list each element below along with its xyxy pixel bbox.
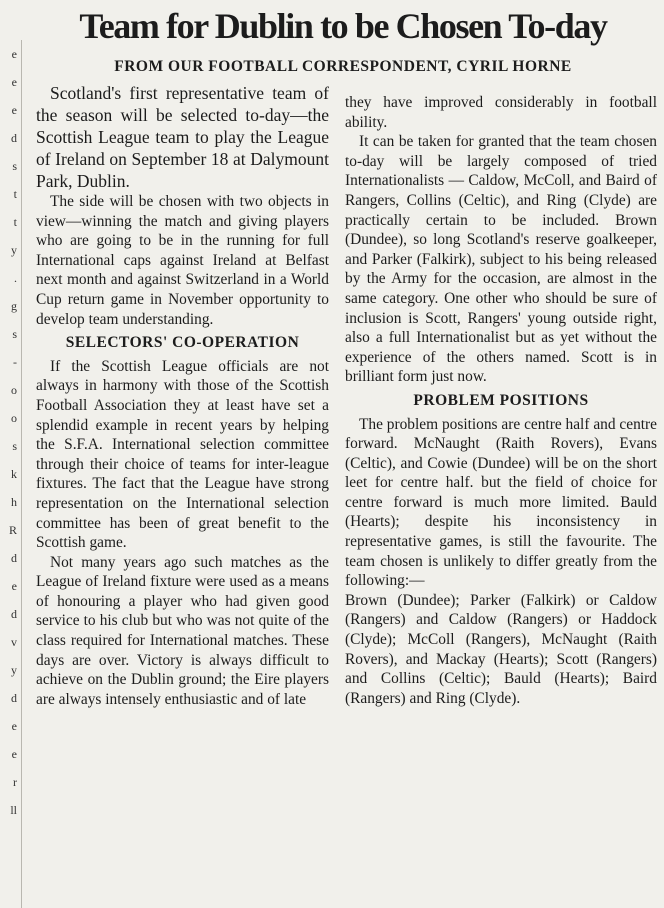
edge-fragment: d (11, 691, 17, 705)
edge-fragment: e (11, 75, 17, 89)
edge-fragment: y (11, 243, 17, 257)
edge-fragment: t (13, 187, 17, 201)
edge-fragment: t (13, 215, 17, 229)
paragraph: If the Scottish League officials are not always in harmony with those of the Scottish Football Association they at least have set a splendid example in recent years by helping the S.F.A. International selection committee through their choice of teams for inter-league fixtures. The fact that the League have strong representation on the International selection committee has been of great benefit to the Scottish game. (36, 357, 329, 552)
team-list-text: Brown (Dundee); Parker (Falkirk) or Caldow (Rangers) and Caldow (Rangers) or Haddock (Clyde); McColl (Rangers), McNaught (Raith Rovers), and Mackay (Hearts); Scott (Rangers) and Collins (Celtic); Bauld (Hearts); Baird (Rangers) and Ring (Clyde). (345, 591, 657, 707)
edge-fragment: g (11, 299, 17, 313)
paragraph: Not many years ago such matches as the League of Ireland fixture were used as a means of honouring a player who had given good service to his club but who was not quite of the class required for International matches. These days are over. Victory is always difficult to achieve on the Dublin ground; the Eire players are always intensely enthusiastic and of late (36, 553, 329, 708)
edge-fragment: d (11, 607, 17, 621)
edge-fragment: R (8, 523, 17, 537)
edge-fragment: y (11, 663, 17, 677)
adjacent-column-fragments (0, 40, 22, 908)
edge-fragment: ll (10, 803, 17, 817)
subheading: PROBLEM POSITIONS (413, 391, 589, 409)
edge-fragment: h (11, 495, 17, 509)
paragraph: The side will be chosen with two objects in view—winning the match and giving players who are going to be in the running for full International caps against Ireland at Belfast next month and against Switzerland in a World Cup return game in November opportunity to develop team understanding. (36, 193, 329, 328)
edge-fragment: e (11, 47, 17, 61)
edge-fragment: k (11, 467, 17, 481)
article-column-right (345, 93, 657, 908)
edge-fragment: s (12, 327, 17, 341)
headline: Team for Dublin to be Chosen To-day (79, 6, 607, 46)
edge-fragment: o (11, 383, 17, 397)
paragraph: The problem positions are centre half and centre forward. McNaught (Raith Rovers), Evans (Celtic), and Cowie (Dundee) will be on the short leet for centre half. but the field of choice for centre forward is much more limited. Bauld (Hearts); despite his inconsistency in representative games, is still the favourite. The team chosen is unlikely to differ greatly from the following:— (345, 415, 657, 590)
edge-fragment: e (11, 579, 17, 593)
edge-fragment: s (12, 159, 17, 173)
edge-fragment: s (12, 439, 17, 453)
paragraph: It can be taken for granted that the team chosen to-day will be largely composed of tried Internationalists — Caldow, McColl, and Baird of Rangers, Collins (Celtic), and Ring (Clyde) are practically certain to be included. Brown (Dundee), so long Scotland's reserve goalkeeper, and Parker (Falkirk), subject to his being released by the Army for the occasion, are almost in the same category. One other who should be sure of inclusion is Scott, Rangers' young outside right, also a full Internationalist but as yet without the experience of the others named. Scott is in brilliant form just now. (345, 133, 657, 386)
subheading: SELECTORS' CO-OPERATION (65, 334, 300, 352)
edge-fragment: r (13, 775, 17, 789)
edge-fragment: o (11, 411, 17, 425)
edge-fragment: d (11, 551, 17, 565)
edge-fragment: - (13, 355, 17, 369)
edge-fragment: e (11, 747, 17, 761)
edge-fragment: . (14, 271, 17, 285)
paragraph: Scotland's first representative team of the season will be selected to-day—the Scottish League team to play the League of Ireland on September 18 at Dalymount Park, Dublin. (36, 83, 329, 191)
byline: FROM OUR FOOTBALL CORRESPONDENT, CYRIL HORNE (114, 58, 572, 75)
article-column-left (36, 82, 329, 908)
paragraph: they have improved considerably in football ability. (345, 94, 657, 131)
edge-fragment: d (11, 131, 17, 145)
edge-fragment: v (11, 635, 17, 649)
edge-fragment: e (11, 719, 17, 733)
edge-fragment: e (11, 103, 17, 117)
team-list (345, 591, 657, 709)
